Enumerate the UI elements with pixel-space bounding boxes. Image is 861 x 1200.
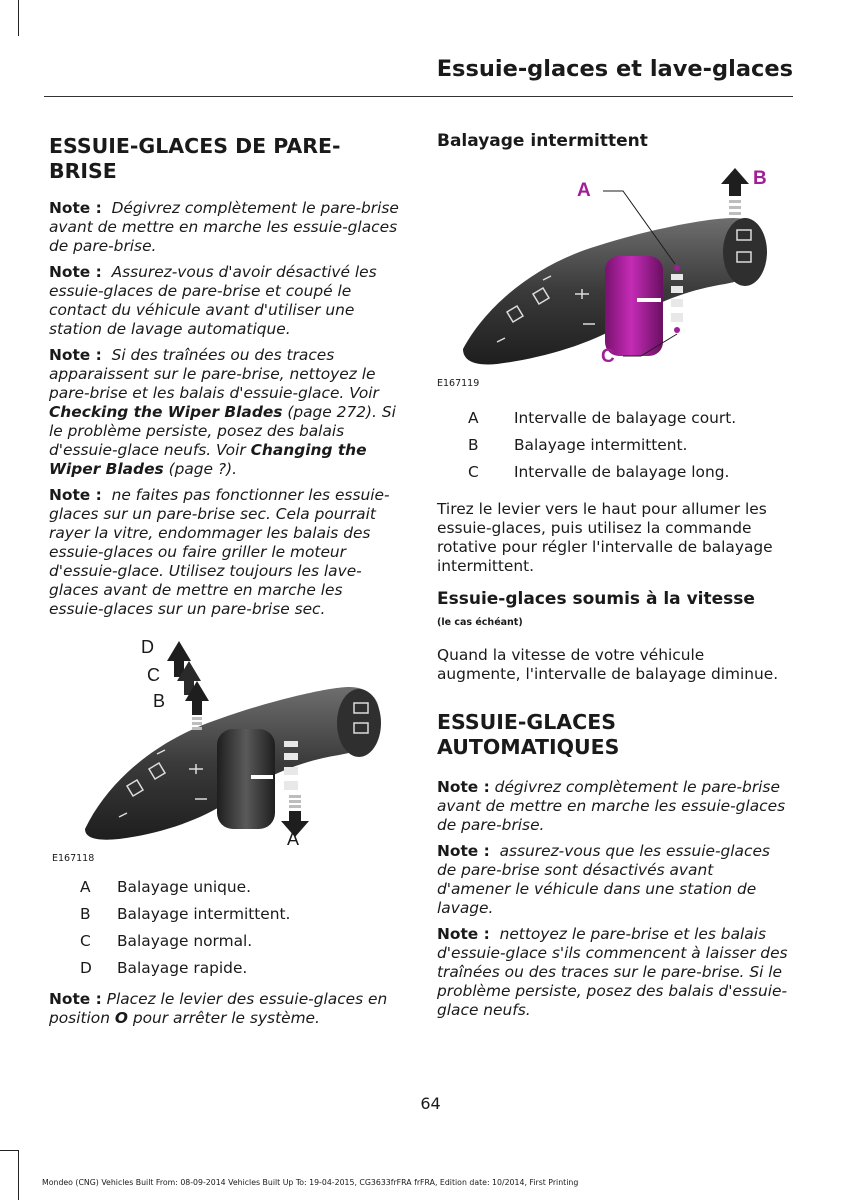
legend-value: Balayage normal. [117,932,253,950]
figure-label-a: A [287,829,300,849]
note-text: pour arrêter le système. [127,1009,320,1027]
note-bold-position: O [114,1009,128,1027]
legend-row [437,409,736,436]
note-text: ne faites pas fonctionner les essuie-glaces sur un pare-brise sec. Cela pourrait rayer la vitre, endommager les balais des essuie-glaces ou faire griller le moteur d'essuie-glace. Utilisez toujours les lave-glaces avant de mettre en marche les essuie-glaces sur un pare-brise sec. [49,486,390,618]
note-text: Dégivrez complètement le pare-brise avant de mettre en marche les essuie-glaces de pare-brise. [49,199,399,255]
note-text: assurez-vous que les essuie-glaces de pare-brise sont désactivés avant d'amener le véhicule dans une station de lavage. [437,842,770,917]
legend-value: Balayage rapide. [117,959,248,977]
heading-speed-dependent-wipers: Essuie-glaces soumis à la vitesse [437,589,755,609]
header-rule [44,96,793,97]
heading-subnote: (le cas échéant) [437,617,523,628]
legend-value: Balayage intermittent. [514,436,688,454]
legend-value: Balayage unique. [117,878,252,896]
legend-key: B [80,905,91,923]
rotary-control-illustration [437,164,789,389]
link-changing-wiper-blades[interactable]: Changing the Wiper Blades [49,441,367,478]
paragraph-speed-dependent: Quand la vitesse de votre véhicule augmente, l'intervalle de balayage diminue. [437,646,779,683]
note-text: Si des traînées ou des traces apparaissent sur le pare-brise, nettoyez le pare-brise et les balais d'essuie-glace. Voir [49,346,379,402]
legend-row [437,436,736,463]
link-checking-wiper-blades[interactable]: Checking the Wiper Blades [49,403,283,421]
note-text: Assurez-vous d'avoir désactivé les essuie-glaces de pare-brise et coupé le contact du véhicule avant d'utiliser une station de lavage automatique. [49,263,377,338]
note-text: dégivrez complètement le pare-brise avant de mettre en marche les essuie-glaces de pare-brise. [437,778,786,834]
note-text: nettoyez le pare-brise et les balais d'essuie-glace s'ils commencent à laisser des traînées ou des traces sur le pare-brise. Si le problème persiste, posez des balais d'essuie-glace neufs. [437,925,788,1019]
legend-row [49,905,290,932]
figure-label-b: B [753,168,767,189]
heading-intermittent-wipe: Balayage intermittent [437,131,648,151]
page-title: Essuie-glaces et lave-glaces [436,56,793,82]
note-label: Note : [49,263,102,281]
figure-label-c: C [601,346,615,367]
rotary-dial [605,256,663,356]
legend-key: C [468,463,479,481]
note-defrost [49,199,401,256]
legend-key: B [468,436,479,454]
figure-label-d: D [141,637,154,657]
note-label: Note : [49,486,102,504]
figure-label-c: C [147,665,160,685]
note-car-wash [49,263,401,339]
legend-value: Intervalle de balayage long. [514,463,730,481]
legend-row [437,463,736,490]
wiper-stalk-figure [49,629,401,864]
legend-key: C [80,932,91,950]
note-label: Note : [49,990,102,1008]
note-label: Note : [49,199,102,217]
crop-mark-bottom-left-v [18,1150,19,1200]
figure-code: E167119 [437,378,480,389]
right-column [437,130,789,1027]
figure-label-a: A [577,180,591,201]
crop-mark-bottom-left-h [0,1150,18,1151]
rotary-control-figure [437,164,789,389]
left-column [49,134,401,1035]
crop-mark-top-left-v [18,0,19,36]
legend-row [49,959,290,986]
note-clean-blades [437,925,789,1020]
legend-table [49,878,290,986]
legend-row [49,932,290,959]
page-number: 64 [420,1094,441,1113]
legend-value: Balayage intermittent. [117,905,291,923]
footer-edition-info: Mondeo (CNG) Vehicles Built From: 08-09-2014 Vehicles Built Up To: 19-04-2015, CG3633frFRA frFRA, Edition date: 10/2014, First Printing [42,1178,579,1187]
paragraph-intermittent: Tirez le levier vers le haut pour allumer les essuie-glaces, puis utilisez la commande rotative pour régler l'intervalle de balayage intermittent. [437,500,773,575]
note-text: Placez le levier des essuie-glaces en position [49,990,388,1027]
note-stop-system [49,990,401,1028]
legend-value: Intervalle de balayage court. [514,409,737,427]
note-streaks [49,346,401,479]
legend-table [437,409,736,490]
note-label: Note : [437,778,490,796]
note-dry-windshield [49,486,401,619]
note-defrost-auto [437,778,789,835]
note-text: (page ?). [163,460,237,478]
legend-key: A [468,409,479,427]
legend-row [49,878,290,905]
note-label: Note : [437,925,490,943]
figure-code: E167118 [52,853,95,864]
note-car-wash-auto [437,842,789,918]
note-label: Note : [437,842,490,860]
legend-key: D [80,959,92,977]
note-text: (page 272). Si le problème persiste, posez des balais d'essuie-glace neufs. Voir [49,403,396,459]
wiper-stalk-illustration [49,629,401,864]
legend-key: A [80,878,91,896]
section-heading-automatic-wipers: ESSUIE-GLACES AUTOMATIQUES [437,710,620,759]
section-heading-windshield-wipers: ESSUIE-GLACES DE PARE-BRISE [49,134,341,183]
figure-label-b: B [153,691,166,711]
note-label: Note : [49,346,102,364]
